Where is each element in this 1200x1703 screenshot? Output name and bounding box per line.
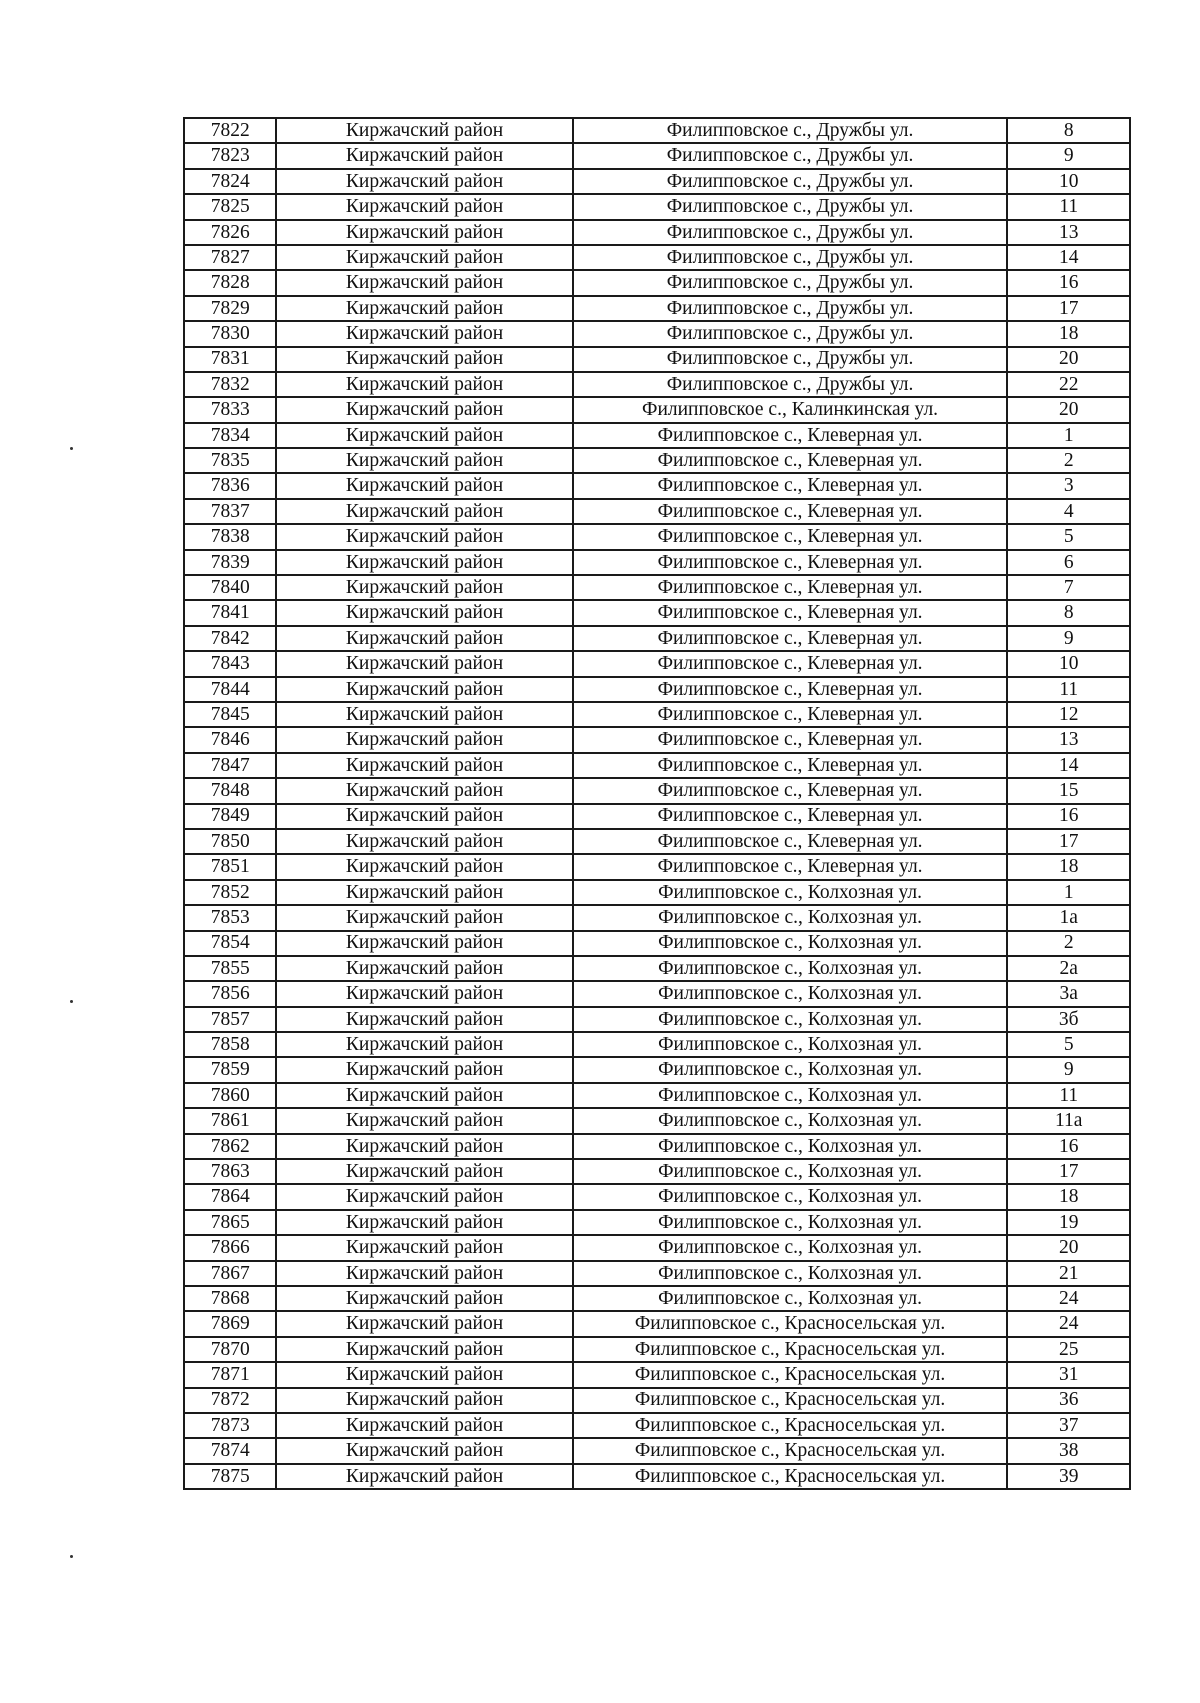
table-row bbox=[184, 372, 1130, 397]
house-number-cell: 22 bbox=[1007, 372, 1130, 397]
address-cell: Филипповское с., Клеверная ул. bbox=[573, 753, 1008, 778]
address-cell: Филипповское с., Клеверная ул. bbox=[573, 651, 1008, 676]
row-number-cell: 7854 bbox=[184, 931, 276, 956]
address-cell: Филипповское с., Колхозная ул. bbox=[573, 1159, 1008, 1184]
table-row bbox=[184, 296, 1130, 321]
district-cell: Киржачский район bbox=[276, 296, 572, 321]
district-cell: Киржачский район bbox=[276, 829, 572, 854]
district-cell: Киржачский район bbox=[276, 550, 572, 575]
row-number-cell: 7852 bbox=[184, 880, 276, 905]
house-number-cell: 2а bbox=[1007, 956, 1130, 981]
address-cell: Филипповское с., Колхозная ул. bbox=[573, 1108, 1008, 1133]
address-cell: Филипповское с., Клеверная ул. bbox=[573, 550, 1008, 575]
row-number-cell: 7824 bbox=[184, 169, 276, 194]
district-cell: Киржачский район bbox=[276, 931, 572, 956]
house-number-cell: 19 bbox=[1007, 1210, 1130, 1235]
house-number-cell: 14 bbox=[1007, 245, 1130, 270]
district-cell: Киржачский район bbox=[276, 524, 572, 549]
house-number-cell: 1 bbox=[1007, 880, 1130, 905]
district-cell: Киржачский район bbox=[276, 1032, 572, 1057]
table-row bbox=[184, 778, 1130, 803]
district-cell: Киржачский район bbox=[276, 169, 572, 194]
row-number-cell: 7823 bbox=[184, 143, 276, 168]
row-number-cell: 7861 bbox=[184, 1108, 276, 1133]
address-cell: Филипповское с., Колхозная ул. bbox=[573, 1184, 1008, 1209]
district-cell: Киржачский район bbox=[276, 1007, 572, 1032]
district-cell: Киржачский район bbox=[276, 1337, 572, 1362]
address-cell: Филипповское с., Колхозная ул. bbox=[573, 981, 1008, 1006]
row-number-cell: 7839 bbox=[184, 550, 276, 575]
table-row bbox=[184, 220, 1130, 245]
district-cell: Киржачский район bbox=[276, 1210, 572, 1235]
row-number-cell: 7848 bbox=[184, 778, 276, 803]
table-row bbox=[184, 1108, 1130, 1133]
house-number-cell: 21 bbox=[1007, 1261, 1130, 1286]
house-number-cell: 16 bbox=[1007, 270, 1130, 295]
house-number-cell: 20 bbox=[1007, 1235, 1130, 1260]
district-cell: Киржачский район bbox=[276, 575, 572, 600]
district-cell: Киржачский район bbox=[276, 1413, 572, 1438]
house-number-cell: 1 bbox=[1007, 423, 1130, 448]
row-number-cell: 7875 bbox=[184, 1464, 276, 1489]
district-cell: Киржачский район bbox=[276, 1108, 572, 1133]
house-number-cell: 18 bbox=[1007, 854, 1130, 879]
district-cell: Киржачский район bbox=[276, 245, 572, 270]
district-cell: Киржачский район bbox=[276, 473, 572, 498]
district-cell: Киржачский район bbox=[276, 1286, 572, 1311]
address-cell: Филипповское с., Клеверная ул. bbox=[573, 600, 1008, 625]
district-cell: Киржачский район bbox=[276, 1311, 572, 1336]
row-number-cell: 7845 bbox=[184, 702, 276, 727]
row-number-cell: 7850 bbox=[184, 829, 276, 854]
table-row bbox=[184, 1261, 1130, 1286]
house-number-cell: 11 bbox=[1007, 194, 1130, 219]
row-number-cell: 7849 bbox=[184, 804, 276, 829]
table-row bbox=[184, 1438, 1130, 1463]
district-cell: Киржачский район bbox=[276, 372, 572, 397]
house-number-cell: 11 bbox=[1007, 1083, 1130, 1108]
district-cell: Киржачский район bbox=[276, 905, 572, 930]
address-cell: Филипповское с., Колхозная ул. bbox=[573, 1083, 1008, 1108]
table-row bbox=[184, 1057, 1130, 1082]
district-cell: Киржачский район bbox=[276, 778, 572, 803]
table-row bbox=[184, 854, 1130, 879]
house-number-cell: 20 bbox=[1007, 397, 1130, 422]
house-number-cell: 11а bbox=[1007, 1108, 1130, 1133]
house-number-cell: 5 bbox=[1007, 524, 1130, 549]
house-number-cell: 15 bbox=[1007, 778, 1130, 803]
address-cell: Филипповское с., Клеверная ул. bbox=[573, 524, 1008, 549]
house-number-cell: 12 bbox=[1007, 702, 1130, 727]
address-register-table bbox=[183, 117, 1131, 1490]
address-cell: Филипповское с., Дружбы ул. bbox=[573, 194, 1008, 219]
row-number-cell: 7874 bbox=[184, 1438, 276, 1463]
district-cell: Киржачский район bbox=[276, 321, 572, 346]
table-row bbox=[184, 397, 1130, 422]
district-cell: Киржачский район bbox=[276, 397, 572, 422]
row-number-cell: 7838 bbox=[184, 524, 276, 549]
table-row bbox=[184, 905, 1130, 930]
district-cell: Киржачский район bbox=[276, 1261, 572, 1286]
scan-speck bbox=[70, 447, 73, 450]
house-number-cell: 24 bbox=[1007, 1311, 1130, 1336]
house-number-cell: 16 bbox=[1007, 1134, 1130, 1159]
address-cell: Филипповское с., Красносельская ул. bbox=[573, 1362, 1008, 1387]
district-cell: Киржачский район bbox=[276, 1057, 572, 1082]
table-row bbox=[184, 1159, 1130, 1184]
address-cell: Филипповское с., Красносельская ул. bbox=[573, 1388, 1008, 1413]
house-number-cell: 3 bbox=[1007, 473, 1130, 498]
table-row bbox=[184, 169, 1130, 194]
row-number-cell: 7860 bbox=[184, 1083, 276, 1108]
row-number-cell: 7846 bbox=[184, 727, 276, 752]
table-row bbox=[184, 956, 1130, 981]
table-row bbox=[184, 1184, 1130, 1209]
address-cell: Филипповское с., Клеверная ул. bbox=[573, 499, 1008, 524]
district-cell: Киржачский район bbox=[276, 753, 572, 778]
house-number-cell: 8 bbox=[1007, 118, 1130, 143]
row-number-cell: 7870 bbox=[184, 1337, 276, 1362]
district-cell: Киржачский район bbox=[276, 651, 572, 676]
district-cell: Киржачский район bbox=[276, 956, 572, 981]
address-cell: Филипповское с., Колхозная ул. bbox=[573, 1261, 1008, 1286]
address-cell: Филипповское с., Клеверная ул. bbox=[573, 473, 1008, 498]
district-cell: Киржачский район bbox=[276, 1438, 572, 1463]
district-cell: Киржачский район bbox=[276, 1159, 572, 1184]
address-cell: Филипповское с., Клеверная ул. bbox=[573, 829, 1008, 854]
row-number-cell: 7866 bbox=[184, 1235, 276, 1260]
address-cell: Филипповское с., Дружбы ул. bbox=[573, 372, 1008, 397]
table-row bbox=[184, 473, 1130, 498]
district-cell: Киржачский район bbox=[276, 448, 572, 473]
address-cell: Филипповское с., Дружбы ул. bbox=[573, 245, 1008, 270]
house-number-cell: 36 bbox=[1007, 1388, 1130, 1413]
table-row bbox=[184, 1134, 1130, 1159]
house-number-cell: 3б bbox=[1007, 1007, 1130, 1032]
row-number-cell: 7843 bbox=[184, 651, 276, 676]
row-number-cell: 7871 bbox=[184, 1362, 276, 1387]
house-number-cell: 3а bbox=[1007, 981, 1130, 1006]
row-number-cell: 7873 bbox=[184, 1413, 276, 1438]
table-row bbox=[184, 626, 1130, 651]
house-number-cell: 1а bbox=[1007, 905, 1130, 930]
house-number-cell: 17 bbox=[1007, 1159, 1130, 1184]
row-number-cell: 7829 bbox=[184, 296, 276, 321]
address-cell: Филипповское с., Дружбы ул. bbox=[573, 143, 1008, 168]
row-number-cell: 7844 bbox=[184, 677, 276, 702]
row-number-cell: 7862 bbox=[184, 1134, 276, 1159]
address-cell: Филипповское с., Красносельская ул. bbox=[573, 1438, 1008, 1463]
house-number-cell: 10 bbox=[1007, 651, 1130, 676]
address-cell: Филипповское с., Клеверная ул. bbox=[573, 626, 1008, 651]
table-row bbox=[184, 1083, 1130, 1108]
scan-speck bbox=[70, 1555, 73, 1558]
house-number-cell: 7 bbox=[1007, 575, 1130, 600]
row-number-cell: 7855 bbox=[184, 956, 276, 981]
address-cell: Филипповское с., Красносельская ул. bbox=[573, 1311, 1008, 1336]
house-number-cell: 38 bbox=[1007, 1438, 1130, 1463]
address-cell: Филипповское с., Клеверная ул. bbox=[573, 778, 1008, 803]
table-row bbox=[184, 753, 1130, 778]
house-number-cell: 10 bbox=[1007, 169, 1130, 194]
address-cell: Филипповское с., Клеверная ул. bbox=[573, 423, 1008, 448]
table-row bbox=[184, 1464, 1130, 1489]
district-cell: Киржачский район bbox=[276, 499, 572, 524]
address-cell: Филипповское с., Колхозная ул. bbox=[573, 1210, 1008, 1235]
address-cell: Филипповское с., Колхозная ул. bbox=[573, 1032, 1008, 1057]
address-cell: Филипповское с., Колхозная ул. bbox=[573, 1235, 1008, 1260]
table-row bbox=[184, 931, 1130, 956]
address-cell: Филипповское с., Клеверная ул. bbox=[573, 804, 1008, 829]
district-cell: Киржачский район bbox=[276, 220, 572, 245]
table-row bbox=[184, 1388, 1130, 1413]
house-number-cell: 39 bbox=[1007, 1464, 1130, 1489]
district-cell: Киржачский район bbox=[276, 1083, 572, 1108]
address-cell: Филипповское с., Клеверная ул. bbox=[573, 702, 1008, 727]
address-cell: Филипповское с., Дружбы ул. bbox=[573, 220, 1008, 245]
address-cell: Филипповское с., Колхозная ул. bbox=[573, 931, 1008, 956]
table-row bbox=[184, 423, 1130, 448]
table-row bbox=[184, 804, 1130, 829]
house-number-cell: 18 bbox=[1007, 1184, 1130, 1209]
district-cell: Киржачский район bbox=[276, 118, 572, 143]
house-number-cell: 25 bbox=[1007, 1337, 1130, 1362]
address-cell: Филипповское с., Красносельская ул. bbox=[573, 1413, 1008, 1438]
table-row bbox=[184, 321, 1130, 346]
table-row bbox=[184, 829, 1130, 854]
district-cell: Киржачский район bbox=[276, 981, 572, 1006]
address-cell: Филипповское с., Колхозная ул. bbox=[573, 1134, 1008, 1159]
row-number-cell: 7840 bbox=[184, 575, 276, 600]
house-number-cell: 20 bbox=[1007, 347, 1130, 372]
row-number-cell: 7867 bbox=[184, 1261, 276, 1286]
row-number-cell: 7859 bbox=[184, 1057, 276, 1082]
house-number-cell: 13 bbox=[1007, 727, 1130, 752]
row-number-cell: 7836 bbox=[184, 473, 276, 498]
table-row bbox=[184, 651, 1130, 676]
address-cell: Филипповское с., Дружбы ул. bbox=[573, 270, 1008, 295]
table-row bbox=[184, 727, 1130, 752]
address-cell: Филипповское с., Дружбы ул. bbox=[573, 169, 1008, 194]
district-cell: Киржачский район bbox=[276, 1184, 572, 1209]
house-number-cell: 13 bbox=[1007, 220, 1130, 245]
scan-speck bbox=[70, 1000, 73, 1003]
house-number-cell: 17 bbox=[1007, 296, 1130, 321]
district-cell: Киржачский район bbox=[276, 702, 572, 727]
table-row bbox=[184, 1007, 1130, 1032]
address-cell: Филипповское с., Клеверная ул. bbox=[573, 575, 1008, 600]
row-number-cell: 7868 bbox=[184, 1286, 276, 1311]
row-number-cell: 7842 bbox=[184, 626, 276, 651]
table-row bbox=[184, 270, 1130, 295]
table-row bbox=[184, 347, 1130, 372]
house-number-cell: 6 bbox=[1007, 550, 1130, 575]
house-number-cell: 5 bbox=[1007, 1032, 1130, 1057]
district-cell: Киржачский район bbox=[276, 804, 572, 829]
table-row bbox=[184, 1032, 1130, 1057]
address-cell: Филипповское с., Колхозная ул. bbox=[573, 1007, 1008, 1032]
house-number-cell: 11 bbox=[1007, 677, 1130, 702]
district-cell: Киржачский район bbox=[276, 270, 572, 295]
house-number-cell: 9 bbox=[1007, 1057, 1130, 1082]
district-cell: Киржачский район bbox=[276, 143, 572, 168]
row-number-cell: 7872 bbox=[184, 1388, 276, 1413]
address-cell: Филипповское с., Калинкинская ул. bbox=[573, 397, 1008, 422]
district-cell: Киржачский район bbox=[276, 1235, 572, 1260]
district-cell: Киржачский район bbox=[276, 423, 572, 448]
address-cell: Филипповское с., Колхозная ул. bbox=[573, 905, 1008, 930]
row-number-cell: 7832 bbox=[184, 372, 276, 397]
district-cell: Киржачский район bbox=[276, 880, 572, 905]
house-number-cell: 14 bbox=[1007, 753, 1130, 778]
address-cell: Филипповское с., Дружбы ул. bbox=[573, 118, 1008, 143]
address-cell: Филипповское с., Дружбы ул. bbox=[573, 321, 1008, 346]
table-row bbox=[184, 550, 1130, 575]
district-cell: Киржачский район bbox=[276, 727, 572, 752]
district-cell: Киржачский район bbox=[276, 1134, 572, 1159]
district-cell: Киржачский район bbox=[276, 1464, 572, 1489]
address-cell: Филипповское с., Колхозная ул. bbox=[573, 1286, 1008, 1311]
table-row bbox=[184, 1210, 1130, 1235]
district-cell: Киржачский район bbox=[276, 194, 572, 219]
table-row bbox=[184, 1311, 1130, 1336]
row-number-cell: 7841 bbox=[184, 600, 276, 625]
house-number-cell: 18 bbox=[1007, 321, 1130, 346]
row-number-cell: 7833 bbox=[184, 397, 276, 422]
table-row bbox=[184, 981, 1130, 1006]
table-row bbox=[184, 702, 1130, 727]
row-number-cell: 7834 bbox=[184, 423, 276, 448]
address-cell: Филипповское с., Клеверная ул. bbox=[573, 854, 1008, 879]
district-cell: Киржачский район bbox=[276, 854, 572, 879]
row-number-cell: 7826 bbox=[184, 220, 276, 245]
district-cell: Киржачский район bbox=[276, 600, 572, 625]
district-cell: Киржачский район bbox=[276, 677, 572, 702]
row-number-cell: 7837 bbox=[184, 499, 276, 524]
row-number-cell: 7835 bbox=[184, 448, 276, 473]
table-row bbox=[184, 524, 1130, 549]
district-cell: Киржачский район bbox=[276, 1388, 572, 1413]
house-number-cell: 17 bbox=[1007, 829, 1130, 854]
row-number-cell: 7831 bbox=[184, 347, 276, 372]
row-number-cell: 7856 bbox=[184, 981, 276, 1006]
row-number-cell: 7828 bbox=[184, 270, 276, 295]
row-number-cell: 7822 bbox=[184, 118, 276, 143]
house-number-cell: 9 bbox=[1007, 143, 1130, 168]
house-number-cell: 37 bbox=[1007, 1413, 1130, 1438]
address-cell: Филипповское с., Красносельская ул. bbox=[573, 1464, 1008, 1489]
table-row bbox=[184, 448, 1130, 473]
house-number-cell: 2 bbox=[1007, 448, 1130, 473]
house-number-cell: 24 bbox=[1007, 1286, 1130, 1311]
row-number-cell: 7865 bbox=[184, 1210, 276, 1235]
house-number-cell: 8 bbox=[1007, 600, 1130, 625]
table-row bbox=[184, 143, 1130, 168]
address-cell: Филипповское с., Красносельская ул. bbox=[573, 1337, 1008, 1362]
house-number-cell: 2 bbox=[1007, 931, 1130, 956]
address-cell: Филипповское с., Клеверная ул. bbox=[573, 448, 1008, 473]
table-row bbox=[184, 1337, 1130, 1362]
address-cell: Филипповское с., Колхозная ул. bbox=[573, 880, 1008, 905]
house-number-cell: 31 bbox=[1007, 1362, 1130, 1387]
table-row bbox=[184, 1235, 1130, 1260]
table-row bbox=[184, 677, 1130, 702]
address-cell: Филипповское с., Клеверная ул. bbox=[573, 727, 1008, 752]
district-cell: Киржачский район bbox=[276, 347, 572, 372]
row-number-cell: 7825 bbox=[184, 194, 276, 219]
row-number-cell: 7864 bbox=[184, 1184, 276, 1209]
row-number-cell: 7869 bbox=[184, 1311, 276, 1336]
table-row bbox=[184, 118, 1130, 143]
table-row bbox=[184, 880, 1130, 905]
address-cell: Филипповское с., Колхозная ул. bbox=[573, 956, 1008, 981]
table-row bbox=[184, 1413, 1130, 1438]
row-number-cell: 7853 bbox=[184, 905, 276, 930]
row-number-cell: 7830 bbox=[184, 321, 276, 346]
row-number-cell: 7863 bbox=[184, 1159, 276, 1184]
table-row bbox=[184, 194, 1130, 219]
table-body bbox=[184, 118, 1130, 1489]
district-cell: Киржачский район bbox=[276, 626, 572, 651]
table-row bbox=[184, 600, 1130, 625]
row-number-cell: 7858 bbox=[184, 1032, 276, 1057]
address-cell: Филипповское с., Дружбы ул. bbox=[573, 347, 1008, 372]
address-cell: Филипповское с., Дружбы ул. bbox=[573, 296, 1008, 321]
district-cell: Киржачский район bbox=[276, 1362, 572, 1387]
table-row bbox=[184, 1362, 1130, 1387]
row-number-cell: 7857 bbox=[184, 1007, 276, 1032]
table-row bbox=[184, 499, 1130, 524]
house-number-cell: 9 bbox=[1007, 626, 1130, 651]
row-number-cell: 7847 bbox=[184, 753, 276, 778]
house-number-cell: 4 bbox=[1007, 499, 1130, 524]
table-row bbox=[184, 575, 1130, 600]
table-row bbox=[184, 245, 1130, 270]
row-number-cell: 7827 bbox=[184, 245, 276, 270]
address-cell: Филипповское с., Клеверная ул. bbox=[573, 677, 1008, 702]
table-row bbox=[184, 1286, 1130, 1311]
address-cell: Филипповское с., Колхозная ул. bbox=[573, 1057, 1008, 1082]
row-number-cell: 7851 bbox=[184, 854, 276, 879]
house-number-cell: 16 bbox=[1007, 804, 1130, 829]
